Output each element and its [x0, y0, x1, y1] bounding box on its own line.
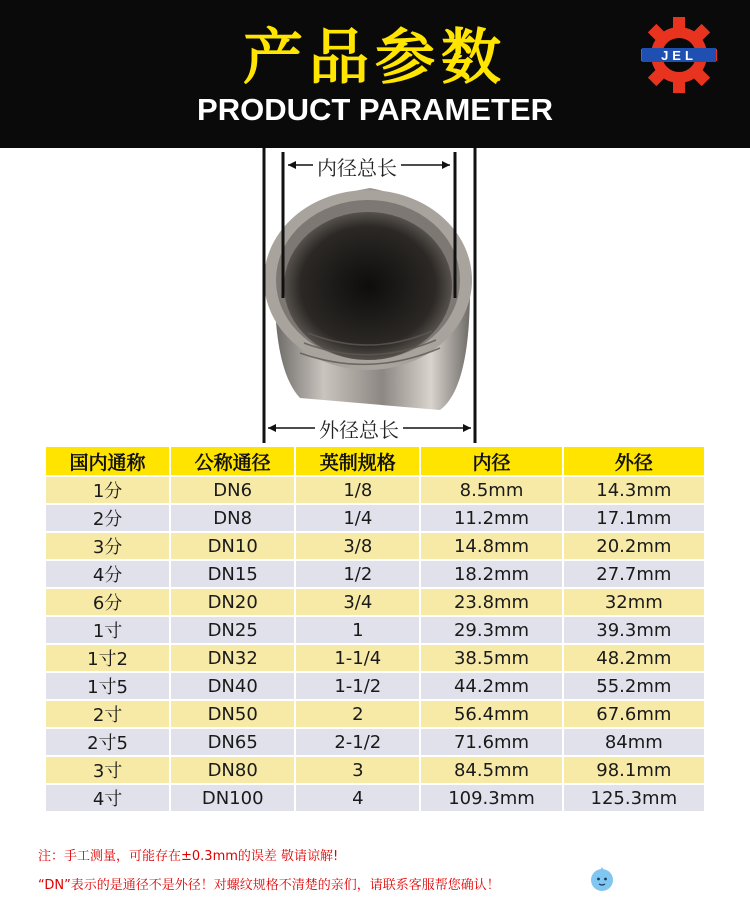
cell-inch: 1: [296, 617, 419, 643]
header-banner: [0, 0, 750, 148]
cell-inch: 1-1/2: [296, 673, 419, 699]
page-subtitle: PRODUCT PARAMETER: [197, 92, 553, 127]
cell-name: 2寸5: [46, 729, 169, 755]
gear-logo-icon: [640, 16, 718, 94]
logo-text: JEL: [661, 48, 697, 63]
cell-inner: 84.5mm: [421, 757, 561, 783]
col-header-dn: 公称通径: [171, 447, 294, 475]
measurement-note: 注：手工测量，可能存在±0.3mm的误差 敬请谅解!: [38, 849, 339, 864]
cell-inch: 4: [296, 785, 419, 811]
cell-outer: 55.2mm: [564, 673, 704, 699]
cell-name: 4寸: [46, 785, 169, 811]
cell-outer: 14.3mm: [564, 477, 704, 503]
cell-inch: 1-1/4: [296, 645, 419, 671]
cell-inch: 2: [296, 701, 419, 727]
cell-dn: DN50: [171, 701, 294, 727]
cell-outer: 67.6mm: [564, 701, 704, 727]
table-row: [46, 617, 704, 643]
cell-inner: 56.4mm: [421, 701, 561, 727]
cell-inch: 1/8: [296, 477, 419, 503]
cell-dn: DN8: [171, 505, 294, 531]
col-header-inner: 内径: [421, 447, 561, 475]
table-row: [46, 505, 704, 531]
cell-name: 3分: [46, 533, 169, 559]
cell-name: 1寸: [46, 617, 169, 643]
table-row: [46, 673, 704, 699]
cell-name: 1寸5: [46, 673, 169, 699]
cell-outer: 39.3mm: [564, 617, 704, 643]
cell-inner: 18.2mm: [421, 561, 561, 587]
cell-dn: DN80: [171, 757, 294, 783]
col-header-outer: 外径: [564, 447, 704, 475]
cell-inch: 1/4: [296, 505, 419, 531]
cell-inner: 11.2mm: [421, 505, 561, 531]
cell-outer: 84mm: [564, 729, 704, 755]
cell-dn: DN40: [171, 673, 294, 699]
smiley-icon: [589, 866, 615, 892]
cell-dn: DN25: [171, 617, 294, 643]
cell-outer: 125.3mm: [564, 785, 704, 811]
cell-inner: 8.5mm: [421, 477, 561, 503]
cell-inch: 3: [296, 757, 419, 783]
page-title: 产品参数: [243, 23, 507, 93]
cell-inch: 1/2: [296, 561, 419, 587]
cell-name: 2寸: [46, 701, 169, 727]
cell-name: 2分: [46, 505, 169, 531]
table-row: [46, 533, 704, 559]
table-row: [46, 785, 704, 811]
cell-dn: DN20: [171, 589, 294, 615]
col-header-inch: 英制规格: [296, 447, 419, 475]
cell-dn: DN65: [171, 729, 294, 755]
cell-outer: 98.1mm: [564, 757, 704, 783]
elbow-fitting-image: [0, 148, 750, 443]
cell-inner: 29.3mm: [421, 617, 561, 643]
cell-inner: 44.2mm: [421, 673, 561, 699]
table-row: [46, 477, 704, 503]
col-header-name: 国内通称: [46, 447, 169, 475]
table-body: [46, 477, 704, 811]
dn-note: “DN”表示的是通径不是外径！对螺纹规格不清楚的亲们，请联系客服帮您确认！: [38, 878, 500, 893]
table-row: [46, 561, 704, 587]
cell-name: 1寸2: [46, 645, 169, 671]
cell-dn: DN100: [171, 785, 294, 811]
product-diagram: [0, 148, 750, 443]
table-row: [46, 757, 704, 783]
cell-outer: 20.2mm: [564, 533, 704, 559]
cell-dn: DN6: [171, 477, 294, 503]
cell-name: 4分: [46, 561, 169, 587]
inner-length-label: 内径总长: [313, 152, 401, 181]
cell-inner: 109.3mm: [421, 785, 561, 811]
cell-name: 6分: [46, 589, 169, 615]
table-header-row: [46, 447, 704, 475]
cell-inner: 71.6mm: [421, 729, 561, 755]
table-row: [46, 729, 704, 755]
cell-outer: 48.2mm: [564, 645, 704, 671]
cell-dn: DN10: [171, 533, 294, 559]
cell-inch: 3/8: [296, 533, 419, 559]
table-row: [46, 645, 704, 671]
cell-inner: 14.8mm: [421, 533, 561, 559]
table-row: [46, 589, 704, 615]
cell-inch: 2-1/2: [296, 729, 419, 755]
cell-outer: 17.1mm: [564, 505, 704, 531]
cell-dn: DN32: [171, 645, 294, 671]
cell-inner: 38.5mm: [421, 645, 561, 671]
cell-outer: 32mm: [564, 589, 704, 615]
table-row: [46, 701, 704, 727]
cell-name: 1分: [46, 477, 169, 503]
cell-name: 3寸: [46, 757, 169, 783]
cell-dn: DN15: [171, 561, 294, 587]
cell-outer: 27.7mm: [564, 561, 704, 587]
cell-inch: 3/4: [296, 589, 419, 615]
cell-inner: 23.8mm: [421, 589, 561, 615]
spec-table: [44, 445, 706, 813]
outer-length-label: 外径总长: [315, 414, 403, 443]
